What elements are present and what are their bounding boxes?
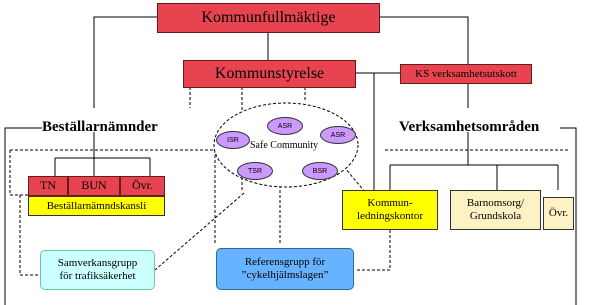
bestallarnamndskansli-label: Beställarnämndskansli (46, 199, 147, 212)
barnomsorg-line1: Barnomsorg/ (466, 197, 525, 210)
line-kf-to-bestallare (94, 17, 157, 108)
bestallarnamndskansli-box (28, 196, 165, 216)
tn-box (28, 176, 68, 196)
referensgrupp-line1: Referensgrupp för (244, 256, 326, 269)
asr-top-label: ASR (277, 122, 293, 130)
isr-label: ISR (227, 136, 239, 144)
bestallarnamnder-heading: Beställarnämnder (42, 119, 158, 135)
line-verks-drops (390, 165, 558, 190)
kommunfullmaktige-box (157, 3, 380, 33)
bun-label: BUN (81, 178, 107, 193)
barnomsorg-grundskola-box (450, 190, 541, 230)
asr-right-label: ASR (330, 131, 346, 139)
referensgrupp-box (216, 248, 354, 290)
samverkansgrupp-box (40, 250, 155, 290)
line-left-bracket (5, 128, 42, 305)
ovr-left-label: Övr. (132, 178, 153, 193)
ks-verksamhetsutskott-box (400, 64, 532, 84)
samverkansgrupp-line2: för trafiksäkerhet (59, 270, 136, 282)
bun-box (68, 176, 120, 196)
kommunledning-line1: Kommun- (367, 197, 413, 210)
asr-right-oval (320, 126, 356, 144)
ovr-right-label: Övr. (548, 207, 569, 220)
ovr-left-box (120, 176, 165, 196)
kommunstyrelse-label: Kommunstyrelse (214, 64, 325, 82)
ovr-right-box (543, 197, 574, 230)
tn-label: TN (40, 178, 56, 193)
asr-top-oval (267, 117, 303, 135)
verksamhetsomraden-heading: Verksamhetsområden (399, 119, 540, 135)
bsr-label: BSR (312, 167, 328, 175)
isr-oval (216, 131, 250, 149)
tsr-oval (237, 162, 273, 180)
tsr-label: TSR (248, 167, 262, 175)
bsr-oval (302, 162, 338, 180)
kommunfullmaktige-label: Kommunfullmäktige (201, 8, 336, 26)
kommunledning-line2: ledningskontor (357, 210, 423, 222)
kommunledningskontor-box (342, 190, 438, 230)
kommunstyrelse-box (183, 60, 356, 88)
safe-community-label: Safe Community (250, 140, 319, 151)
dash-kl-to-ref (355, 230, 390, 270)
samverkansgrupp-line1: Samverkansgrupp (57, 257, 138, 270)
line-nam-drops (55, 158, 150, 176)
barnomsorg-line2: Grundskola (469, 210, 522, 222)
ks-verksamhetsutskott-label: KS verksamhetsutskott (415, 67, 517, 80)
referensgrupp-line2: ”cykelhjälmslagen” (241, 269, 329, 281)
line-kf-to-verksamhet (380, 17, 468, 108)
